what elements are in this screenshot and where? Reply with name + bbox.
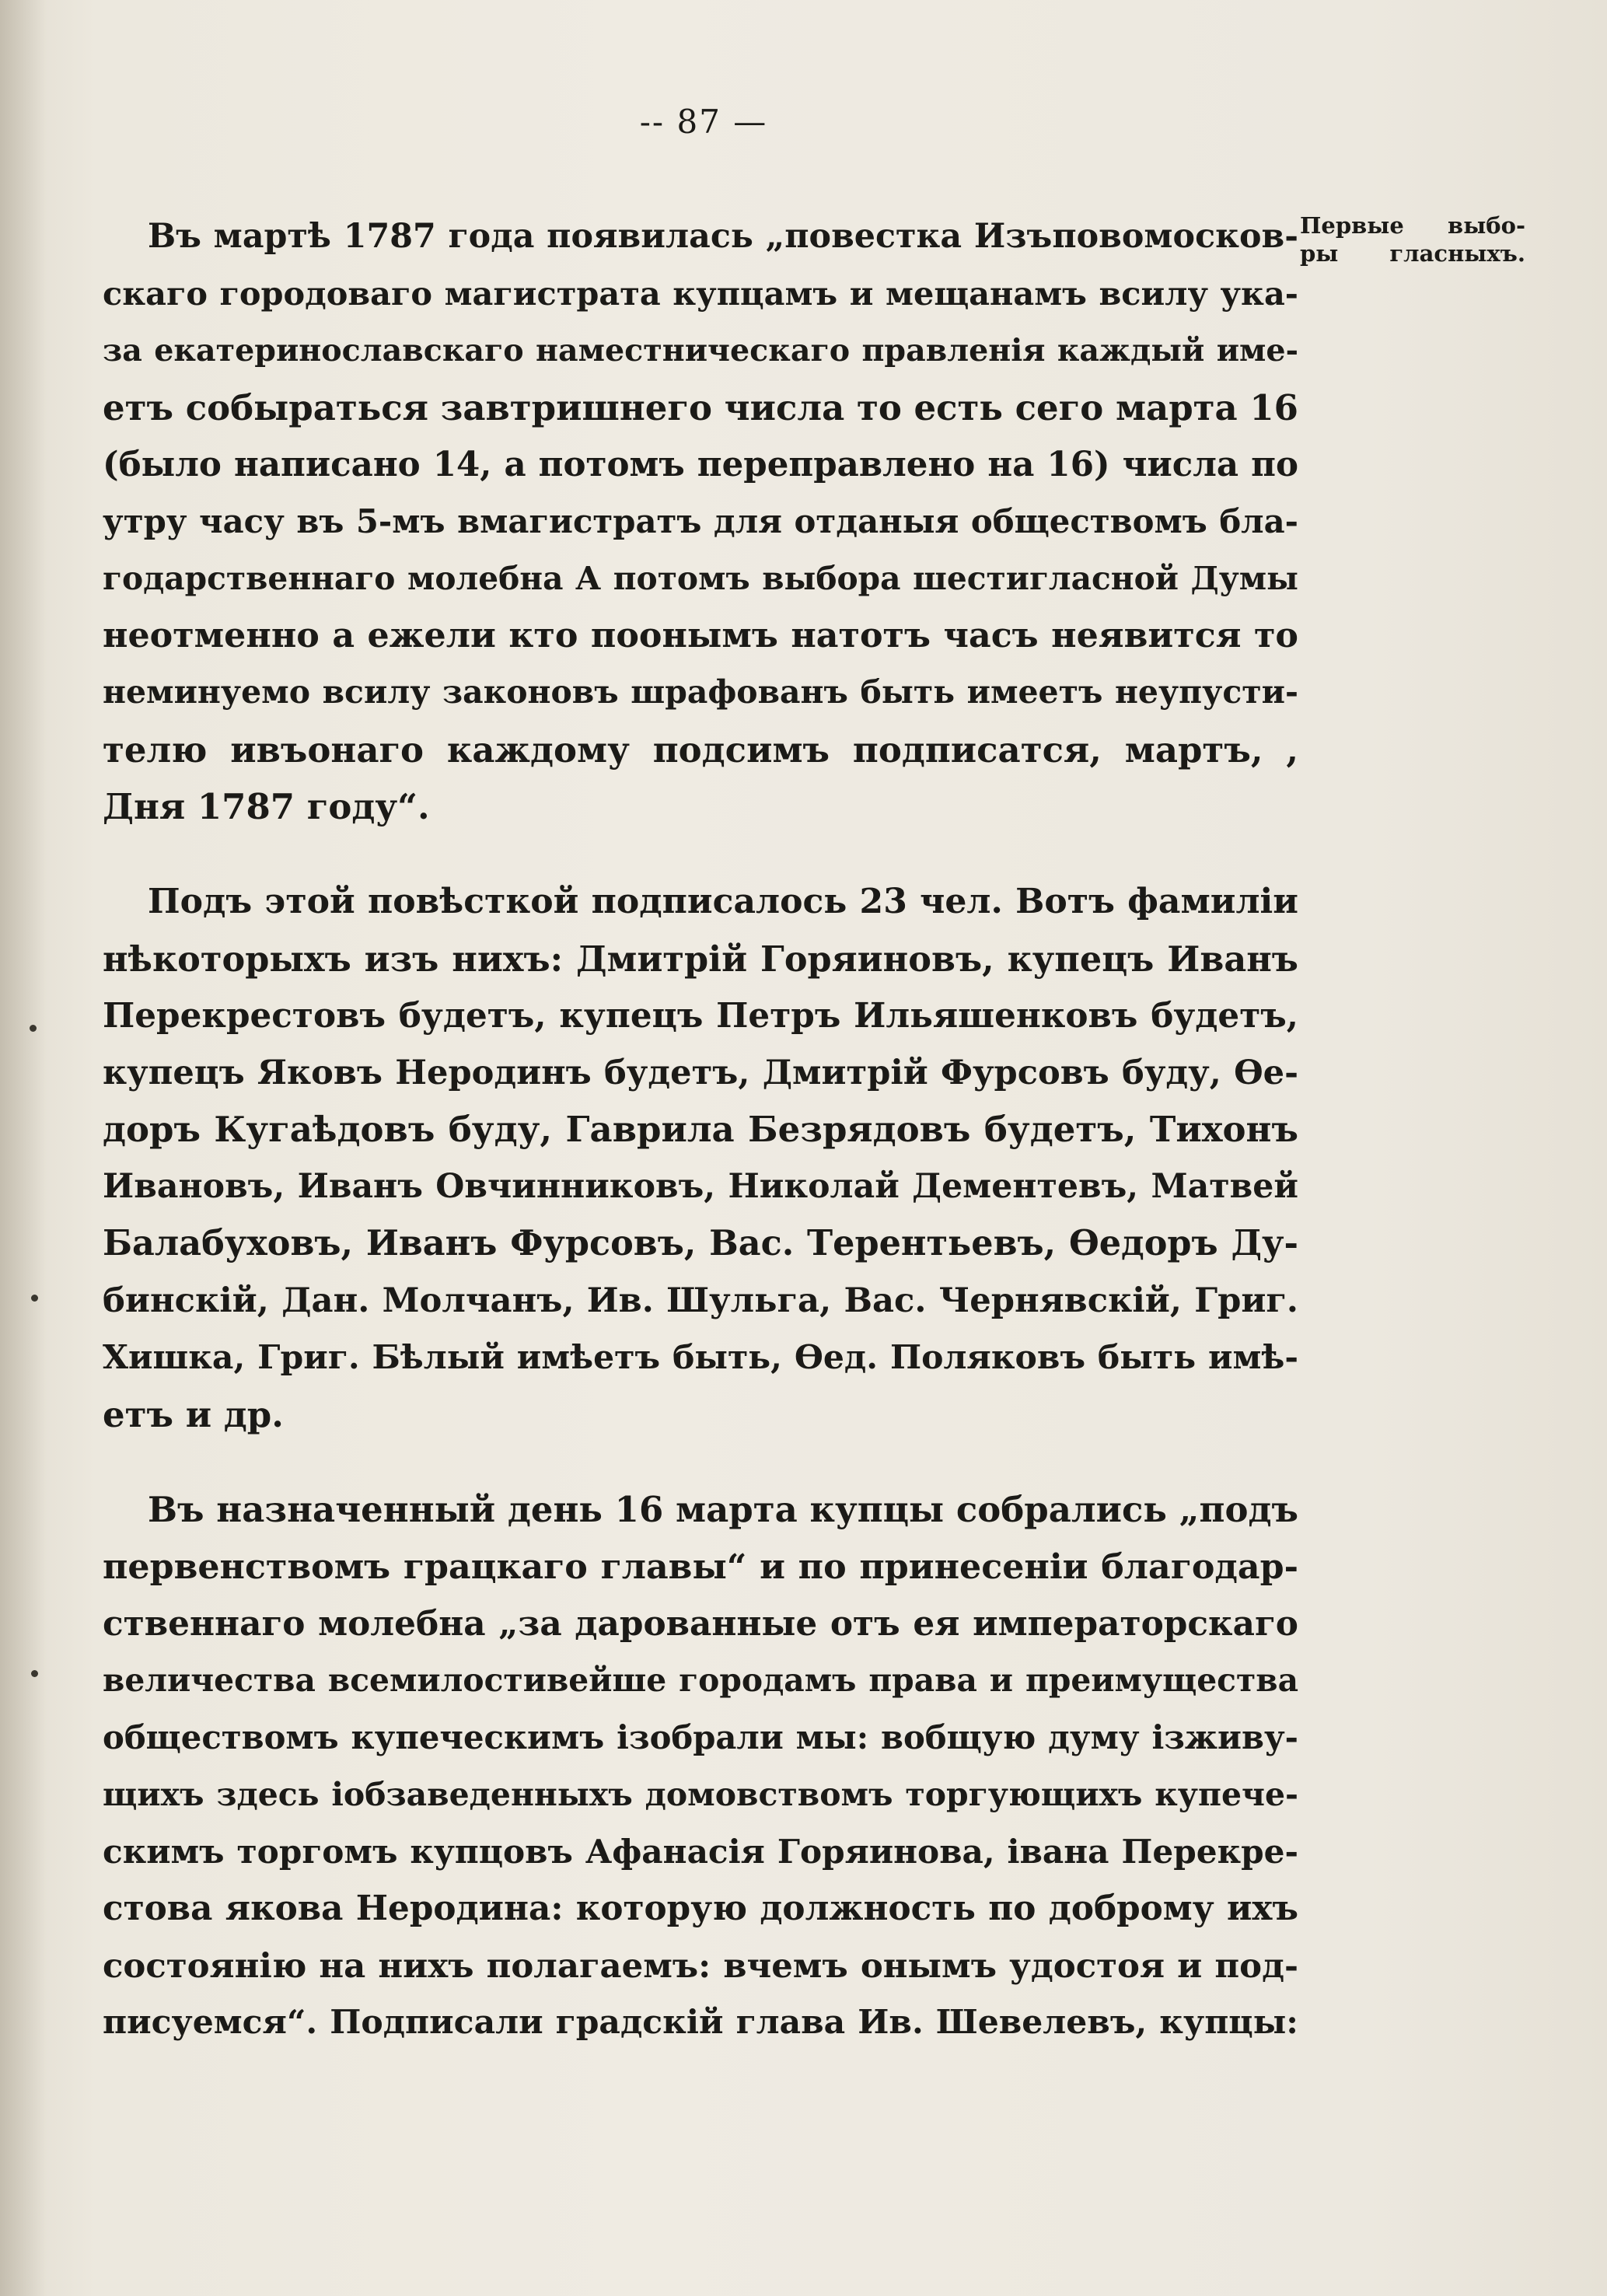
text-line: состоянію на нихъ полагаемъ: вчемъ онымъ удостоя и под- (103, 1945, 1298, 1986)
text-line: неотменно а ежели кто поонымъ натотъ часъ неявится то (103, 615, 1298, 656)
text-line: Въ назначенный день 16 марта купцы собрались „подъ (148, 1489, 1298, 1531)
paragraph-2 (103, 873, 1298, 1443)
margin-note (1300, 211, 1525, 267)
text-line: Въ мартѣ 1787 года появилась „повестка Изъповомосков- (148, 217, 1298, 256)
margin-note-line: Первые выбо- (1300, 212, 1525, 239)
text-line: скимъ торгомъ купцовъ Афанасія Горяинова, івана Перекре- (103, 1832, 1298, 1871)
text-line: первенствомъ грацкаго главы“ и по принесеніи благодар- (103, 1546, 1298, 1587)
binding-hole-mark (31, 1295, 38, 1302)
text-line: щихъ здесь іобзаведенныхъ домовствомъ торгующихъ купече- (103, 1775, 1298, 1813)
binding-hole-mark (31, 1670, 38, 1677)
text-line: утру часу въ 5-мъ вмагистратъ для отданыя обществомъ бла- (103, 502, 1298, 541)
gutter-shadow (0, 0, 47, 2296)
text-line: неминуемо всилу законовъ шрафованъ быть имеетъ неупусти- (103, 673, 1298, 711)
text-line: (было написано 14, а потомъ переправлено на 16) числа по (103, 445, 1298, 485)
text-line: Дня 1787 году“. (103, 785, 430, 827)
text-line: телю ивъонаго каждому подсимъ подписатся, мартъ, , (103, 729, 1298, 771)
text-line: писуемся“. Подписали градскій глава Ив. Шевелевъ, купцы: (103, 2002, 1298, 2042)
text-line: обществомъ купеческимъ ізобрали мы: вобщую думу ізживу- (103, 1718, 1298, 1757)
text-line: годарственнаго молебна А потомъ выбора шестигласной Думы (103, 559, 1298, 597)
text-line: етъ и др. (103, 1393, 284, 1435)
text-line: за екатеринославскаго наместническаго правленія каждый име- (103, 332, 1298, 369)
text-line: бинскій, Дан. Молчанъ, Ив. Шульга, Вас. Чернявскій, Григ. (103, 1281, 1298, 1321)
text-line: нѣкоторыхъ изъ нихъ: Дмитрій Горяиновъ, купецъ Иванъ (103, 938, 1298, 980)
text-line: Хишка, Григ. Бѣлый имѣетъ быть, Ѳед. Поляковъ быть имѣ- (103, 1337, 1298, 1377)
body-text (103, 208, 1298, 2051)
paragraph-3 (103, 1481, 1298, 2051)
text-line: стова якова Неродина: которую должность по доброму ихъ (103, 1889, 1298, 1929)
text-line: Подъ этой повѣсткой подписалось 23 чел. Вотъ фамиліи (148, 882, 1298, 922)
paragraph-1 (103, 208, 1298, 835)
text-line: Ивановъ, Иванъ Овчинниковъ, Николай Дементевъ, Матвей (103, 1166, 1298, 1206)
margin-note-line: ры гласныхъ. (1300, 240, 1525, 267)
text-line: ственнаго молебна „за дарованные отъ ея императорскаго (103, 1603, 1298, 1644)
text-line: Балабуховъ, Иванъ Фурсовъ, Вас. Терентьевъ, Ѳедоръ Ду- (103, 1223, 1298, 1264)
text-line: купецъ Яковъ Неродинъ будетъ, Дмитрій Фурсовъ буду, Ѳе- (103, 1053, 1298, 1093)
text-line: Перекрестовъ будетъ, купецъ Петръ Ильяшенковъ будетъ, (103, 995, 1298, 1036)
text-line: етъ собыраться завтришнего числа то есть сего марта 16 (103, 386, 1298, 428)
binding-hole-mark (30, 1025, 37, 1032)
page-number: -- 87 — (639, 103, 768, 141)
text-line: скаго городоваго магистрата купцамъ и мещанамъ всилу ука- (103, 274, 1298, 313)
text-line: доръ Кугаѣдовъ буду, Гаврила Безрядовъ будетъ, Тихонъ (103, 1109, 1298, 1151)
text-line: величества всемилостивейше городамъ права и преимущества (103, 1662, 1298, 1700)
